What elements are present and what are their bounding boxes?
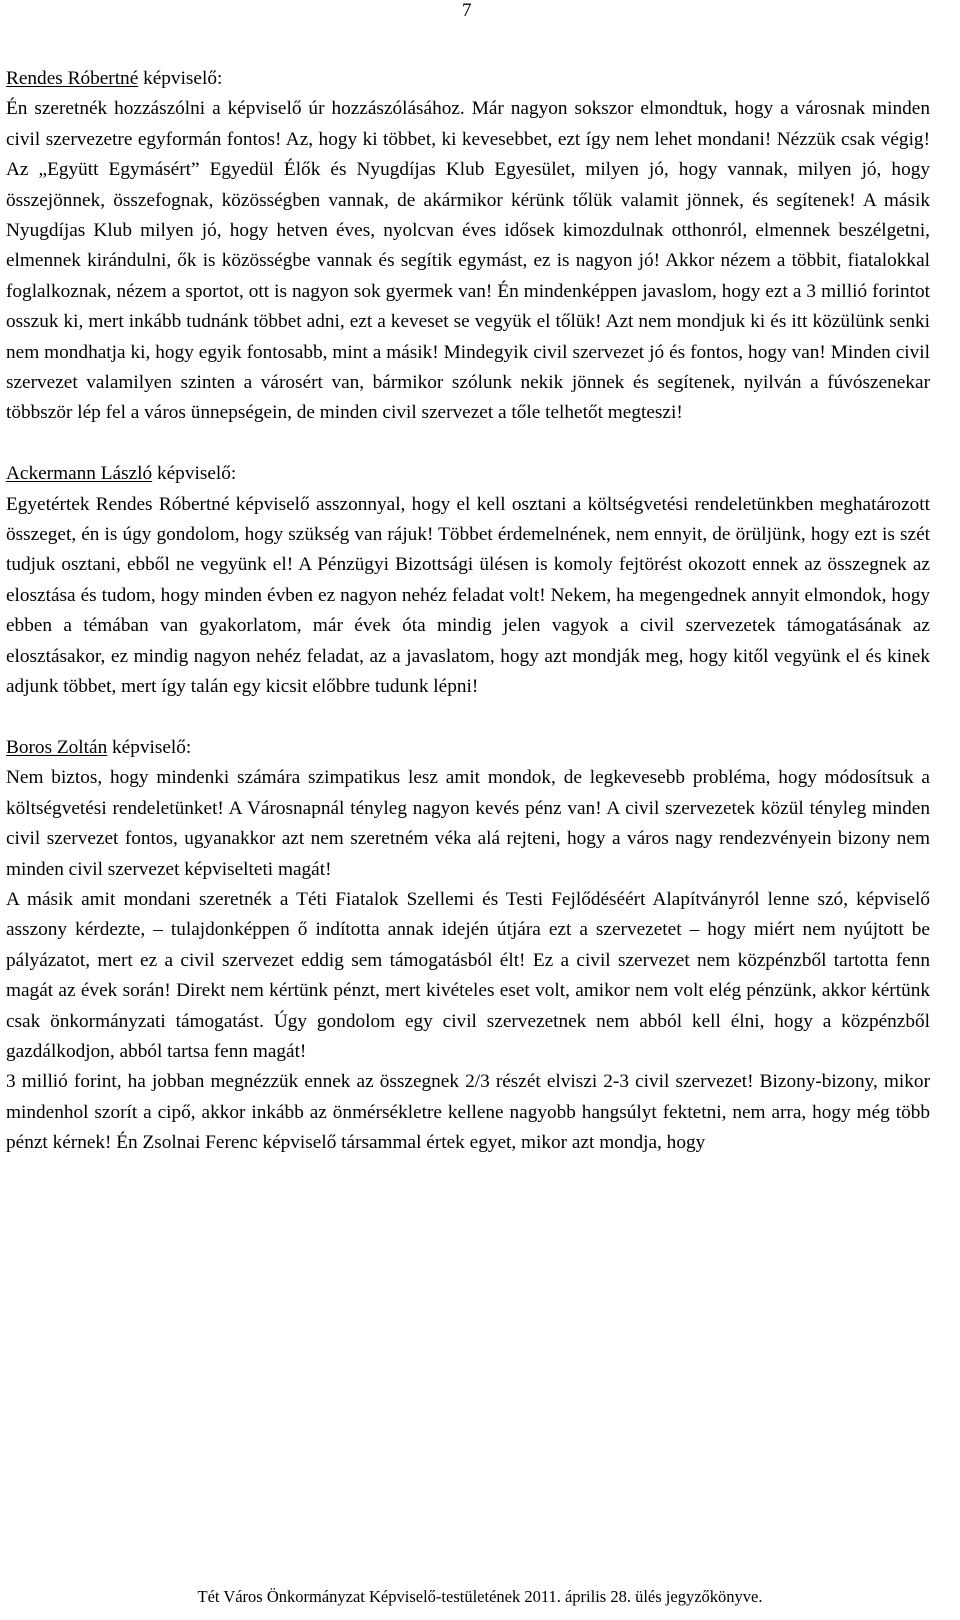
speech-paragraph: Én szeretnék hozzászólni a képviselő úr hozzászólásához. Már nagyon sokszor elmondtuk, hogy a városnak minden civil szervezetre egyformán fontos! Az, hogy ki többet, ki kevesebbet, ezt így nem lehet mondani! Nézzük csak végig! Az „Együtt Egymásért” Egyedül Élők és Nyugdíjas Klub Egyesület, milyen jó, hogy vannak, milyen jó, hogy összejönnek, összefognak, közösségben vannak, de akármikor kérünk tőlük valamit jönnek, és segítenek! A másik Nyugdíjas Klub milyen jó, hogy hetven éves, nyolcvan éves idősek kimozdulnak otthonról, elmennek beszélgetni, elmennek kirándulni, ők is közösségbe vannak és segítik egymást, ez is nagyon jó! Akkor nézem a többit, fiatalokkal foglalkoznak, nézem a sportot, ott is nagyon sok gyermek van! Én mindenképpen javaslom, hogy ezt a 3 millió forintot osszuk ki, mert inkább tudnánk többet adni, ezt a keveset se vegyük el tőlük! Azt nem mondjuk ki és itt közülünk senki nem mondhatja ki, hogy egyik fontosabb, mint a másik! Mindegyik civil szervezet jó és fontos, hogy van! Minden civil szervezet valamilyen szinten a városért van, bármikor szólunk nekik jönnek és segítenek, nyilván a fúvószenekar többször lép fel a város ünnepségein, de minden civil szervezet a tőle telhetőt megteszi!	[6, 98, 930, 424]
page-number: 7	[462, 0, 472, 21]
document-body	[6, 64, 930, 1159]
speaker-name: Ackermann László	[6, 463, 153, 485]
speech-section	[6, 64, 930, 429]
speech-paragraph: Egyetértek Rendes Róbertné képviselő asszonnyal, hogy el kell osztani a költségvetési rendeletünkben meghatározott összeget, én is úgy gondolom, hogy szükség van rájuk! Többet érdemelnének, nem ennyit, de örüljünk, hogy ezt is szét tudjuk osztani, ebből ne vegyünk el! A Pénzügyi Bizottsági ülésen is komoly fejtörést okozott ennek az összegnek az elosztása és tudom, hogy minden évben ez nagyon nehéz feladat volt! Nekem, ha megengednek annyit elmondok, hogy ebben a témában van gyakorlatom, már évek óta mindig jelen vagyok a civil szervezetek támogatásának az elosztásakor, ez mindig nagyon nehéz feladat, az a javaslatom, hogy azt mondják meg, hogy kitől vegyünk el és kinek adjunk többet, mert így talán egy kicsit előbbre tudunk lépni!	[6, 493, 930, 698]
speaker-name: Boros Zoltán	[6, 736, 108, 758]
speech-paragraph: Nem biztos, hogy mindenki számára szimpatikus lesz amit mondok, de legkevesebb probléma, hogy módosítsuk a költségvetési rendeletünket! A Városnapnál tényleg nagyon kevés pénz van! A civil szervezetek közül tényleg minden civil szervezet fontos, ugyanakkor azt nem szeretném véka alá rejteni, hogy a város nagy rendezvényein bizony nem minden civil szervezet képviselteti magát!	[6, 767, 930, 880]
speaker-name: Rendes Róbertné	[6, 68, 139, 89]
page-footer: Tét Város Önkormányzat Képviselő-testületének 2011. április 28. ülés jegyzőkönyve.	[197, 1587, 763, 1606]
speech-paragraph: A másik amit mondani szeretnék a Téti Fiatalok Szellemi és Testi Fejlődéséért Alapítványról lenne szó, képviselő asszony kérdezte, – tulajdonképpen ő indította annak idején útjára ezt a szervezetet – hogy miért nem nyújtott be pályázatot, mert ez a civil szervezet eddig sem támogatásból élt! Ez a civil szervezet nem közpénzből tartotta fenn magát az évek során! Direkt nem kértünk pénzt, mert kivételes eset volt, amikor nem volt elég pénzünk, akkor kértünk csak önkormányzati támogatást. Úgy gondolom egy civil szervezetnek nem abból kell élni, hogy a közpénzből gazdálkodjon, abból tartsa fenn magát!	[6, 888, 930, 1062]
speaker-line	[6, 733, 930, 763]
speech-paragraph: 3 millió forint, ha jobban megnézzük ennek az összegnek 2/3 részét elviszi 2-3 civil szervezet! Bizony-bizony, mikor mindenhol szorít a cipő, akkor inkább az önmérsékletre kellene nagyobb hangsúlyt fektetni, nem arra, hogy még több pénzt kérnek! Én Zsolnai Ferenc képviselő társammal értek egyet, mikor azt mondja, hogy	[6, 1071, 930, 1154]
speaker-line	[6, 64, 930, 94]
speaker-role: képviselő:	[138, 68, 223, 89]
speech-section	[6, 733, 930, 1159]
speaker-role: képviselő:	[107, 736, 192, 758]
speaker-role: képviselő:	[152, 463, 237, 485]
speaker-line	[6, 459, 930, 489]
speech-section	[6, 459, 930, 702]
